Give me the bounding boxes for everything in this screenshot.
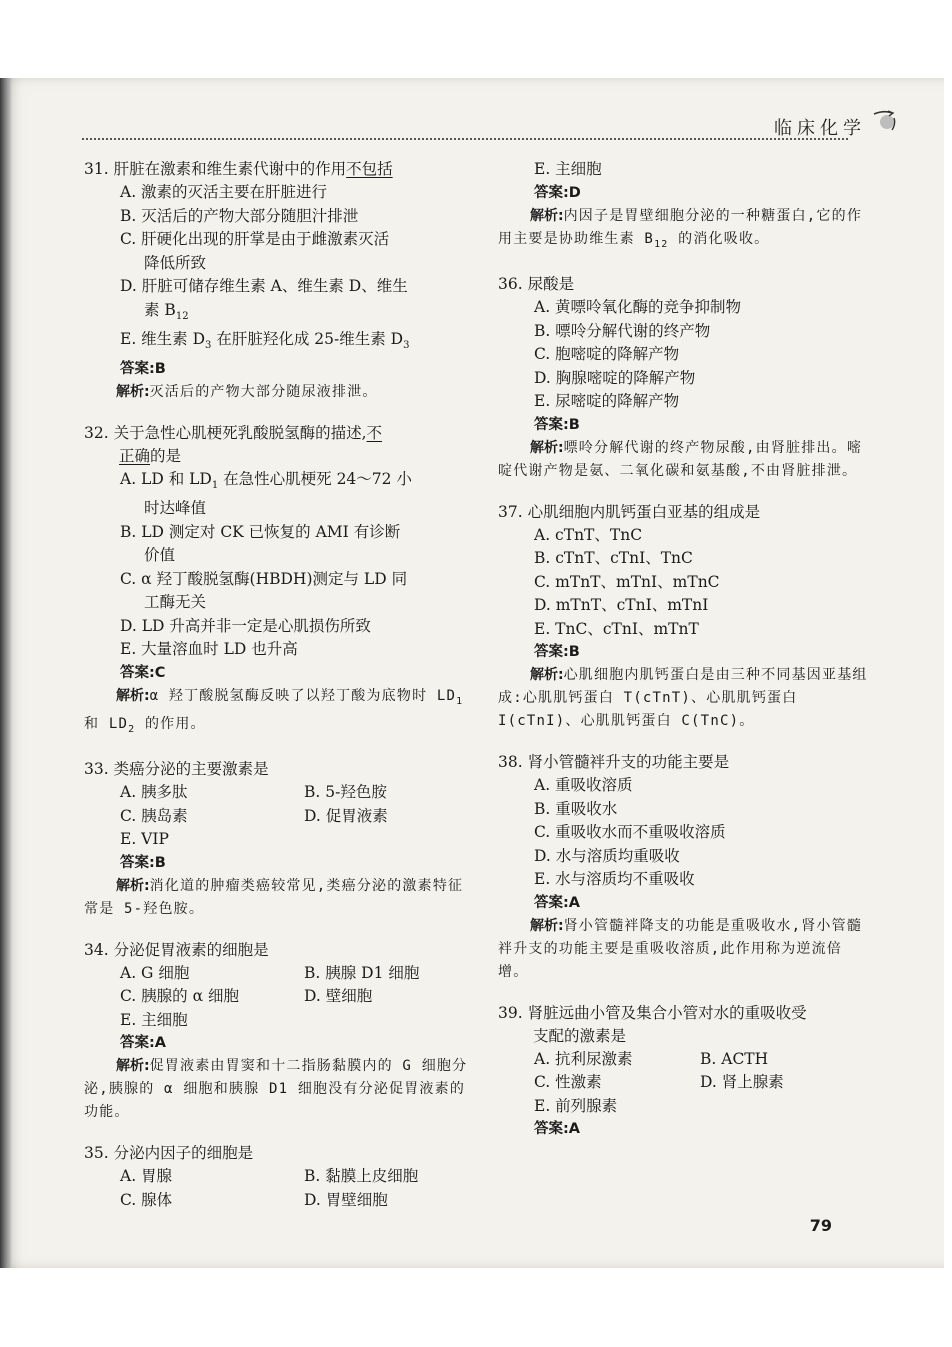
options-row <box>84 1165 474 1189</box>
options-row <box>498 1071 868 1095</box>
option-a: A. 重吸收溶质 <box>534 776 633 795</box>
option-c: C. 性激素 <box>534 1073 602 1092</box>
explanation: 解析:心肌细胞内肌钙蛋白是由三种不同基因亚基组成:心肌肌钙蛋白 T(cTnT)、心肌肌钙蛋白 I(cTnI)、心肌肌钙蛋白 C(TnC)。 <box>498 667 868 730</box>
question-33 <box>84 758 474 921</box>
options-row <box>498 1048 868 1072</box>
option-d: D. 胸腺嘧啶的降解产物 <box>534 368 696 387</box>
options-row <box>84 781 474 805</box>
option-a: A. LD 和 $LD_1$ 在急性心肌梗死 24～72 小 时达峰值 <box>120 469 412 518</box>
option-a: A. 胰多肽 <box>120 783 188 802</box>
option-d: D. LD 升高并非一定是心肌损伤所致 <box>120 616 371 635</box>
option-c: C. mTnT、mTnI、mTnC <box>534 572 720 591</box>
option-c: C. α 羟丁酸脱氢酶(HBDH)测定与 LD 同 工酶无关 <box>120 569 408 612</box>
explanation: 解析:肾小管髓袢降支的功能是重吸收水,肾小管髓袢升支的功能主要是重吸收溶质,此作用称为逆流倍增。 <box>498 917 863 980</box>
option-e: E. 主细胞 <box>534 160 602 178</box>
option-b: B. 胰腺 D1 细胞 <box>304 963 420 982</box>
option-a: A. 胃腺 <box>120 1167 173 1186</box>
option-c: C. 胞嘧啶的降解产物 <box>534 345 680 364</box>
answer: 答案:D <box>534 184 581 201</box>
question-36 <box>498 273 868 483</box>
option-d: D. 水与溶质均重吸收 <box>534 846 680 865</box>
answer: 答案:C <box>120 664 166 681</box>
book-binding-shadow <box>0 78 12 1268</box>
option-a: A. G 细胞 <box>120 963 190 982</box>
page-number: 79 <box>809 1216 832 1235</box>
question-stem: 33. 类癌分泌的主要激素是 <box>84 760 269 779</box>
explanation: 解析:α 羟丁酸脱氢酶反映了以羟丁酸为底物时 $LD_1$ 和 $LD_2$ 的作用。 <box>84 687 464 735</box>
option-c: C. 胰腺的 α 细胞 <box>120 987 239 1006</box>
options-row <box>84 962 474 986</box>
option-d: D. 肝脏可储存维生素 A、维生素 D、维生 素 $B_{12}$ <box>120 277 408 322</box>
option-d: D. mTnT、cTnI、mTnI <box>534 596 709 615</box>
explanation: 解析:促胃液素由胃窦和十二指肠黏膜内的 G 细胞分泌,胰腺的 α 细胞和胰腺 D1 细胞没有分泌促胃液素的功能。 <box>84 1058 468 1121</box>
question-32 <box>84 422 474 741</box>
question-stem: 34. 分泌促胃液素的细胞是 <box>84 940 269 959</box>
question-stem: 35. 分泌内因子的细胞是 <box>84 1144 254 1163</box>
option-e: E. 维生素 $D_3$ 在肝脏羟化成 25-维生素 $D_3$ <box>120 330 410 352</box>
options-row <box>84 805 474 829</box>
answer: 答案:B <box>534 416 580 433</box>
option-e: E. VIP <box>120 830 169 849</box>
option-b: B. 重吸收水 <box>534 799 618 818</box>
question-39 <box>498 1002 868 1142</box>
question-31 <box>84 158 474 404</box>
question-35 <box>84 1142 474 1212</box>
explanation: 解析:内因子是胃壁细胞分泌的一种糖蛋白,它的作用主要是协助维生素 $B_{12}$ 的消化吸收。 <box>498 207 863 250</box>
option-d: D. 壁细胞 <box>304 987 373 1006</box>
option-a: A. 激素的灭活主要在肝脏进行 <box>120 183 328 201</box>
option-e: E. 主细胞 <box>120 1010 188 1029</box>
option-d: D. 促胃液素 <box>304 806 388 825</box>
option-b: B. cTnT、cTnI、TnC <box>534 549 693 568</box>
question-stem: 32. 关于急性心肌梗死乳酸脱氢酶的描述,不 正确的是 <box>84 423 383 465</box>
answer: 答案:B <box>120 360 166 377</box>
option-b: B. ACTH <box>700 1049 769 1068</box>
question-stem: 31. 肝脏在激素和维生素代谢中的作用不包括 <box>84 160 393 178</box>
option-b: B. 嘌呤分解代谢的终产物 <box>534 321 711 340</box>
answer: 答案:B <box>534 644 580 661</box>
option-c: C. 胰岛素 <box>120 806 188 825</box>
option-c: C. 腺体 <box>120 1190 173 1209</box>
question-stem: 37. 心肌细胞内肌钙蛋白亚基的组成是 <box>498 502 761 521</box>
options-row <box>84 985 474 1009</box>
question-stem: 36. 尿酸是 <box>498 275 575 294</box>
option-e: E. 尿嘧啶的降解产物 <box>534 392 680 411</box>
option-e: E. 大量溶血时 LD 也升高 <box>120 640 298 659</box>
question-38 <box>498 751 868 984</box>
explanation: 解析:嘌呤分解代谢的终产物尿酸,由肾脏排出。嘧啶代谢产物是氨、二氧化碳和氨基酸,不由肾脏排泄。 <box>498 439 863 479</box>
explanation: 解析:消化道的肿瘤类癌较常见,类癌分泌的激素特征常是 5-羟色胺。 <box>84 877 464 917</box>
option-b: B. 黏膜上皮细胞 <box>304 1167 419 1186</box>
answer: 答案:B <box>120 854 166 871</box>
right-column <box>498 158 868 1141</box>
question-35-continued <box>498 158 868 255</box>
question-stem: 39. 肾脏远曲小管及集合小管对水的重吸收受 支配的激素是 <box>498 1003 807 1045</box>
answer: 答案:A <box>120 1035 167 1052</box>
explanation: 解析:灭活后的产物大部分随尿液排泄。 <box>116 383 378 400</box>
option-a: A. cTnT、TnC <box>534 525 643 544</box>
question-34 <box>84 939 474 1125</box>
option-e: E. 水与溶质均不重吸收 <box>534 870 695 889</box>
option-c: C. 重吸收水而不重吸收溶质 <box>534 823 726 842</box>
option-a: A. 黄嘌呤氧化酶的竞争抑制物 <box>534 298 742 317</box>
option-b: B. LD 测定对 CK 已恢复的 AMI 有诊断 价值 <box>120 522 401 565</box>
header-ornament-icon <box>872 108 898 134</box>
left-column <box>84 158 474 1212</box>
option-e: E. TnC、cTnI、mTnT <box>534 619 699 638</box>
option-d: D. 肾上腺素 <box>700 1073 784 1092</box>
book-page <box>0 78 944 1268</box>
option-c: C. 肝硬化出现的肝掌是由于雌激素灭活 降低所致 <box>120 230 390 272</box>
question-stem: 38. 肾小管髓袢升支的功能主要是 <box>498 753 730 772</box>
option-e: E. 前列腺素 <box>534 1096 618 1115</box>
option-a: A. 抗利尿激素 <box>534 1049 633 1068</box>
question-37 <box>498 501 868 734</box>
option-b: B. 5-羟色胺 <box>304 783 387 802</box>
running-header: 临床化学 <box>774 118 866 139</box>
answer: 答案:A <box>534 894 581 911</box>
option-b: B. 灭活后的产物大部分随胆汁排泄 <box>120 206 359 225</box>
header-rule <box>82 138 848 140</box>
options-row <box>84 1189 474 1213</box>
answer: 答案:A <box>534 1121 581 1138</box>
option-d: D. 胃壁细胞 <box>304 1190 388 1209</box>
